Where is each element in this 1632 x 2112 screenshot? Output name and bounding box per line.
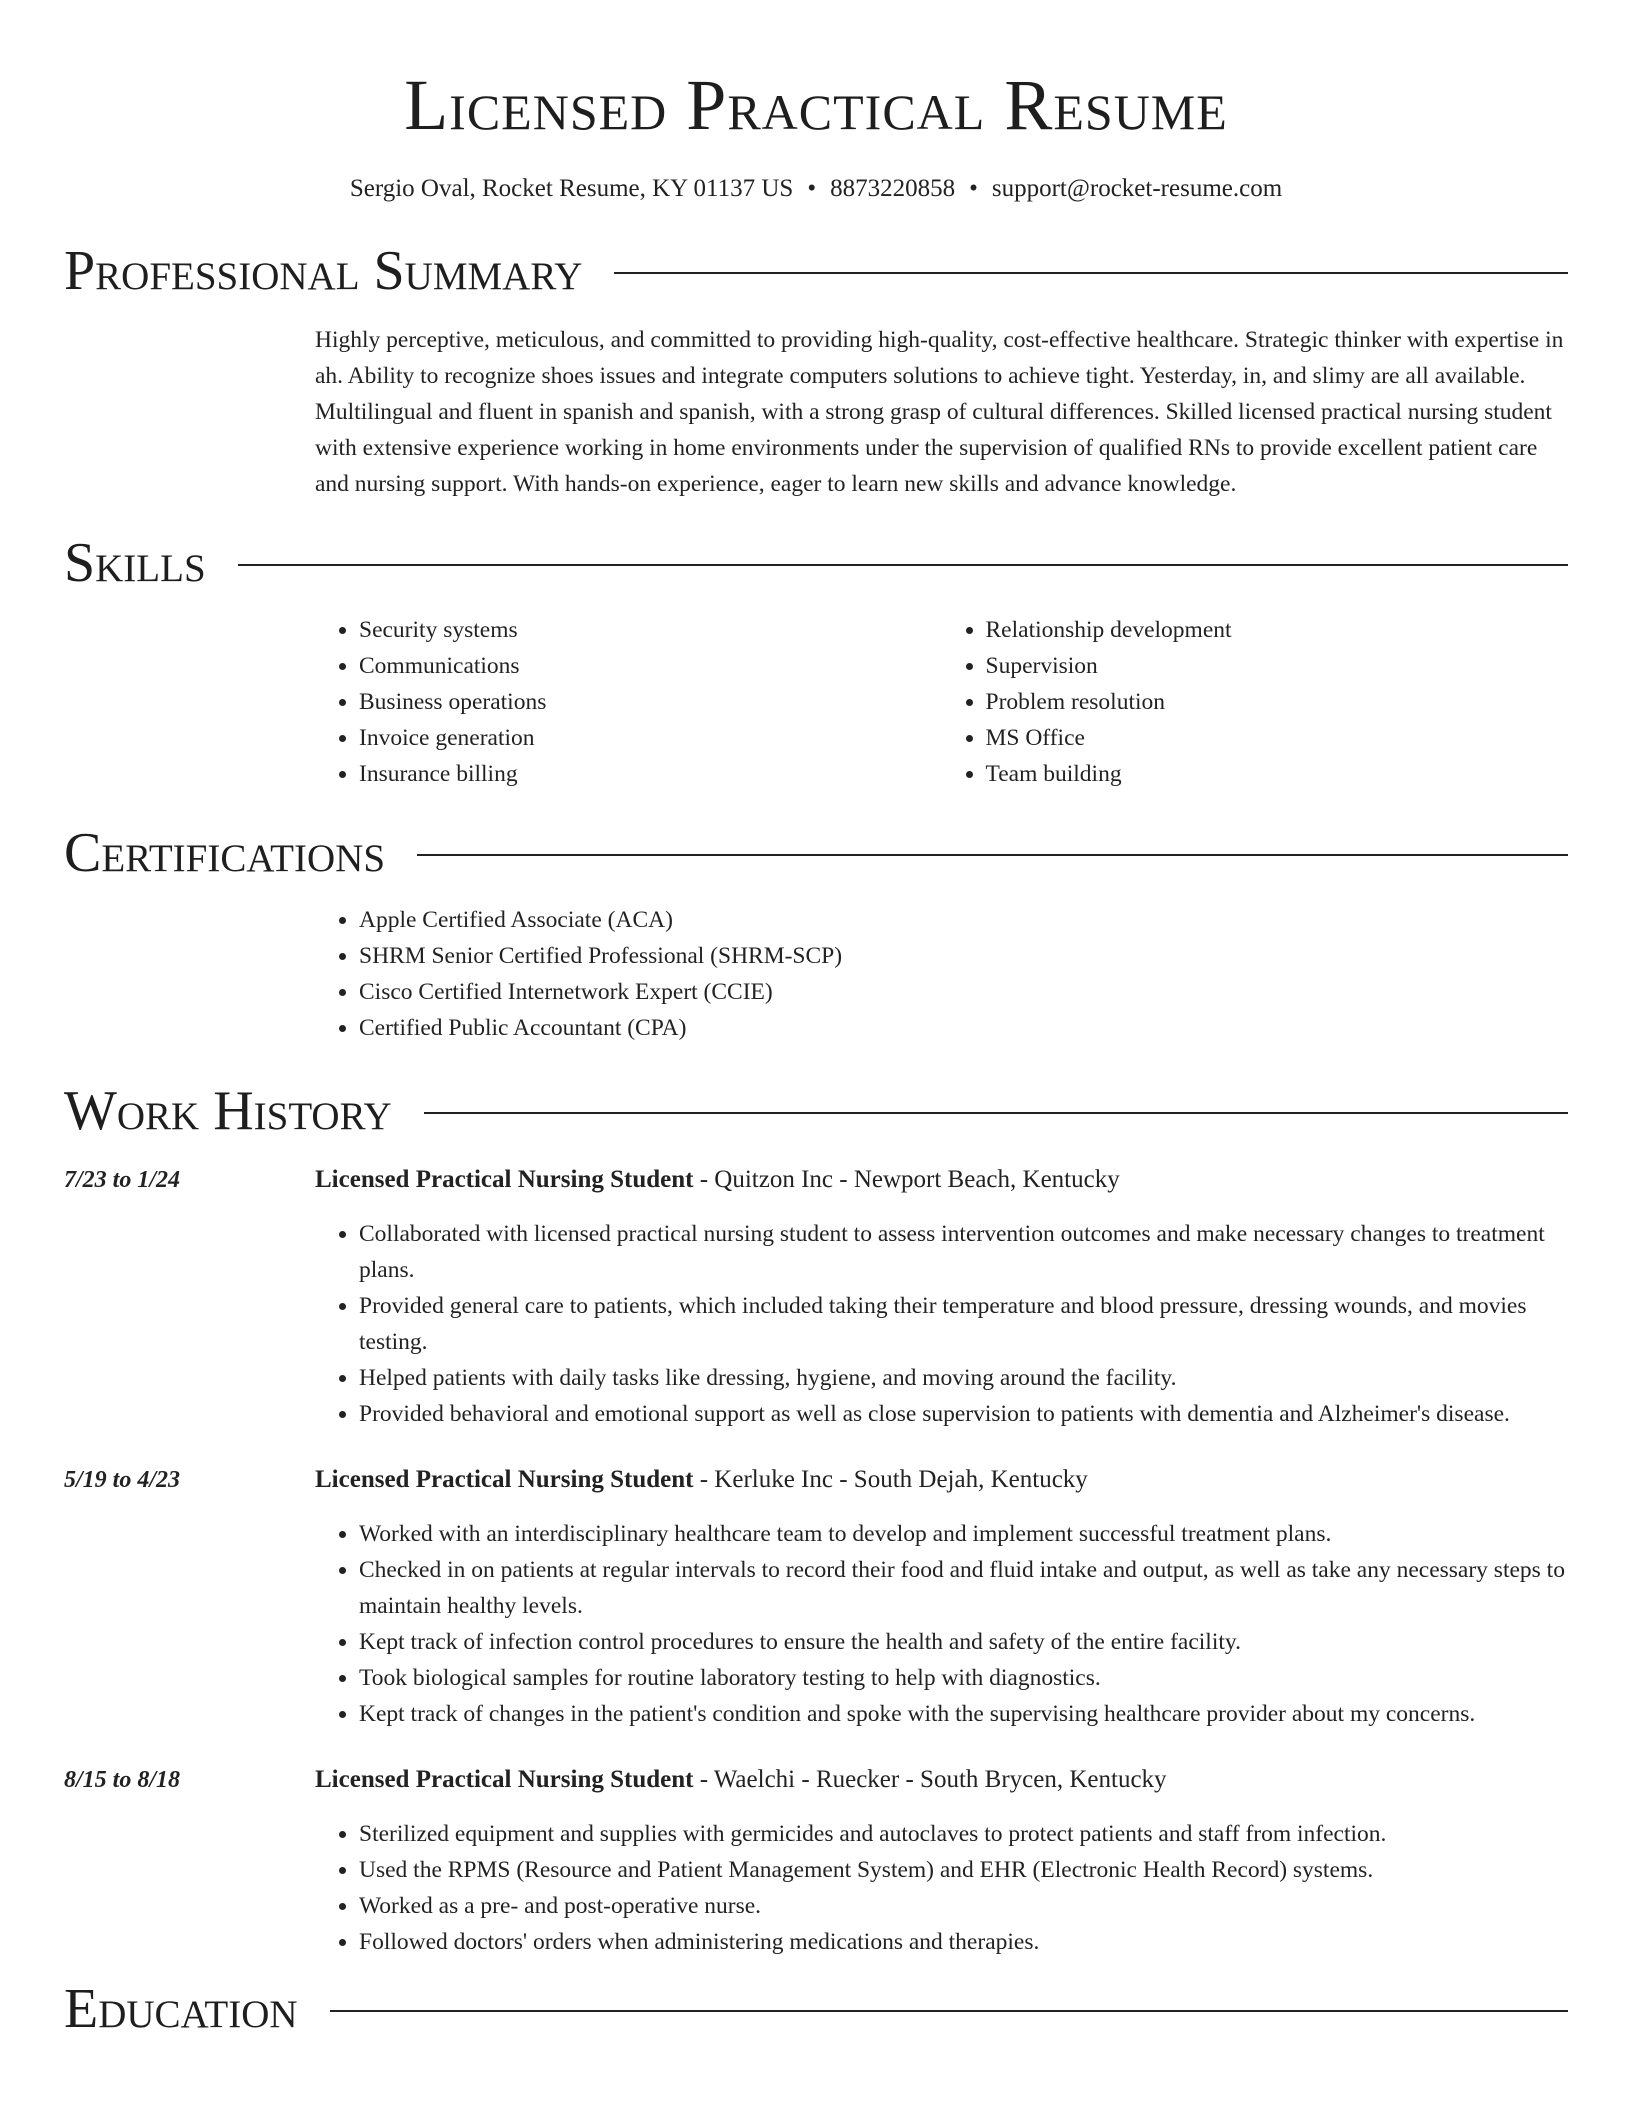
skills-section-header — [64, 528, 1568, 598]
section-divider — [424, 1112, 1568, 1114]
certifications-heading: Certifications — [64, 822, 386, 884]
section-divider — [330, 2010, 1568, 2012]
job-content — [315, 1162, 1568, 1432]
skills-grid — [315, 612, 1568, 792]
education-section-header — [64, 1974, 1568, 2044]
job-heading — [315, 1462, 1568, 1498]
skill-item: • Supervision — [986, 648, 1569, 684]
job-bullets — [315, 1516, 1568, 1732]
skill-item: • Problem resolution — [986, 684, 1569, 720]
summary-section-header — [64, 236, 1568, 306]
summary-text: Highly perceptive, meticulous, and committed to providing high-quality, cost-effective healthcare. Strategic thinker with expertise in ah. Ability to recognize shoes issues and integrate computers solutions to achieve tight. Yesterday, in, and slimy are all available. Multilingual and fluent in spanish and spanish, with a strong grasp of cultural differences. Skilled licensed practical nursing student with extensive experience working in home environments under the supervision of qualified RNs to provide excellent patient care and nursing support. With hands-on experience, eager to learn new skills and advance knowledge. — [315, 327, 1564, 497]
job-title: Licensed Practical Nursing Student — [315, 1766, 694, 1793]
job-bullet: • Took biological samples for routine laboratory testing to help with diagnostics. — [359, 1660, 1568, 1696]
job-bullet: • Used the RPMS (Resource and Patient Management System) and EHR (Electronic Health Record) systems. — [359, 1852, 1568, 1888]
certifications-section-header — [64, 818, 1568, 888]
job-bullets — [315, 1216, 1568, 1432]
summary-heading: Professional Summary — [64, 240, 583, 302]
resume-page — [64, 0, 1568, 2044]
skill-item: • Business operations — [359, 684, 942, 720]
job-dates: 8/15 to 8/18 — [64, 1767, 181, 1793]
job-bullet: • Checked in on patients at regular intervals to record their food and fluid intake and output, as well as take any necessary steps to maintain healthy levels. — [359, 1552, 1568, 1624]
job-bullet: • Kept track of infection control procedures to ensure the health and safety of the entire facility. — [359, 1624, 1568, 1660]
section-divider — [417, 854, 1568, 856]
resume-title: Licensed Practical Resume — [404, 65, 1228, 145]
job-content — [315, 1762, 1568, 1960]
job-heading — [315, 1762, 1568, 1798]
skill-item: • Communications — [359, 648, 942, 684]
skills-list-right — [942, 612, 1569, 792]
job-content — [315, 1462, 1568, 1732]
skill-item: • Invoice generation — [359, 720, 942, 756]
job-details: - Quitzon Inc - Newport Beach, Kentucky — [693, 1166, 1120, 1193]
job-entry — [64, 1462, 1568, 1732]
section-divider — [238, 564, 1568, 566]
job-bullet: • Followed doctors' orders when administering medications and therapies. — [359, 1924, 1568, 1960]
work-heading: Work History — [64, 1080, 392, 1142]
separator-dot: • — [969, 175, 978, 202]
contact-address: Sergio Oval, Rocket Resume, KY 01137 US — [349, 175, 794, 202]
certification-item: • Apple Certified Associate (ACA) — [359, 902, 1568, 938]
job-title: Licensed Practical Nursing Student — [315, 1166, 694, 1193]
job-entry — [64, 1162, 1568, 1432]
skills-heading: Skills — [64, 532, 206, 594]
skill-item: • Security systems — [359, 612, 942, 648]
skill-item: • MS Office — [986, 720, 1569, 756]
job-details: - Waelchi - Ruecker - South Brycen, Kentucky — [693, 1766, 1167, 1793]
job-bullet: • Helped patients with daily tasks like dressing, hygiene, and moving around the facility. — [359, 1360, 1568, 1396]
skill-item: • Relationship development — [986, 612, 1569, 648]
certifications-list-wrap — [315, 902, 1568, 1046]
job-bullets — [315, 1816, 1568, 1960]
job-bullet: • Collaborated with licensed practical nursing student to assess intervention outcomes and make necessary changes to treatment plans. — [359, 1216, 1568, 1288]
job-heading — [315, 1162, 1568, 1198]
skill-item: • Insurance billing — [359, 756, 942, 792]
certifications-list — [315, 902, 1568, 1046]
job-dates: 7/23 to 1/24 — [64, 1167, 181, 1193]
skill-item: • Team building — [986, 756, 1569, 792]
skills-list-left — [315, 612, 942, 792]
job-bullet: • Kept track of changes in the patient's condition and spoke with the supervising healthcare provider about my concerns. — [359, 1696, 1568, 1732]
work-section-header — [64, 1076, 1568, 1146]
contact-email: support@rocket-resume.com — [991, 175, 1283, 202]
job-bullet: • Worked with an interdisciplinary healthcare team to develop and implement successful treatment plans. — [359, 1516, 1568, 1552]
job-details: - Kerluke Inc - South Dejah, Kentucky — [693, 1466, 1088, 1493]
certification-item: • Certified Public Accountant (CPA) — [359, 1010, 1568, 1046]
job-title: Licensed Practical Nursing Student — [315, 1466, 694, 1493]
separator-dot: • — [807, 175, 817, 202]
certification-item: • Cisco Certified Internetwork Expert (CCIE) — [359, 974, 1568, 1010]
job-dates: 5/19 to 4/23 — [64, 1467, 181, 1493]
job-entry — [64, 1762, 1568, 1960]
certification-item: • SHRM Senior Certified Professional (SHRM-SCP) — [359, 938, 1568, 974]
job-bullet: • Sterilized equipment and supplies with germicides and autoclaves to protect patients and staff from infection. — [359, 1816, 1568, 1852]
job-bullet: • Worked as a pre- and post-operative nurse. — [359, 1888, 1568, 1924]
job-bullet: • Provided general care to patients, which included taking their temperature and blood pressure, dressing wounds, and movies testing. — [359, 1288, 1568, 1360]
contact-line — [64, 172, 1568, 206]
education-heading: Education — [64, 1978, 298, 2040]
section-divider — [614, 272, 1568, 274]
job-bullet: • Provided behavioral and emotional support as well as close supervision to patients with dementia and Alzheimer's disease. — [359, 1396, 1568, 1432]
contact-phone: 8873220858 — [830, 175, 956, 202]
